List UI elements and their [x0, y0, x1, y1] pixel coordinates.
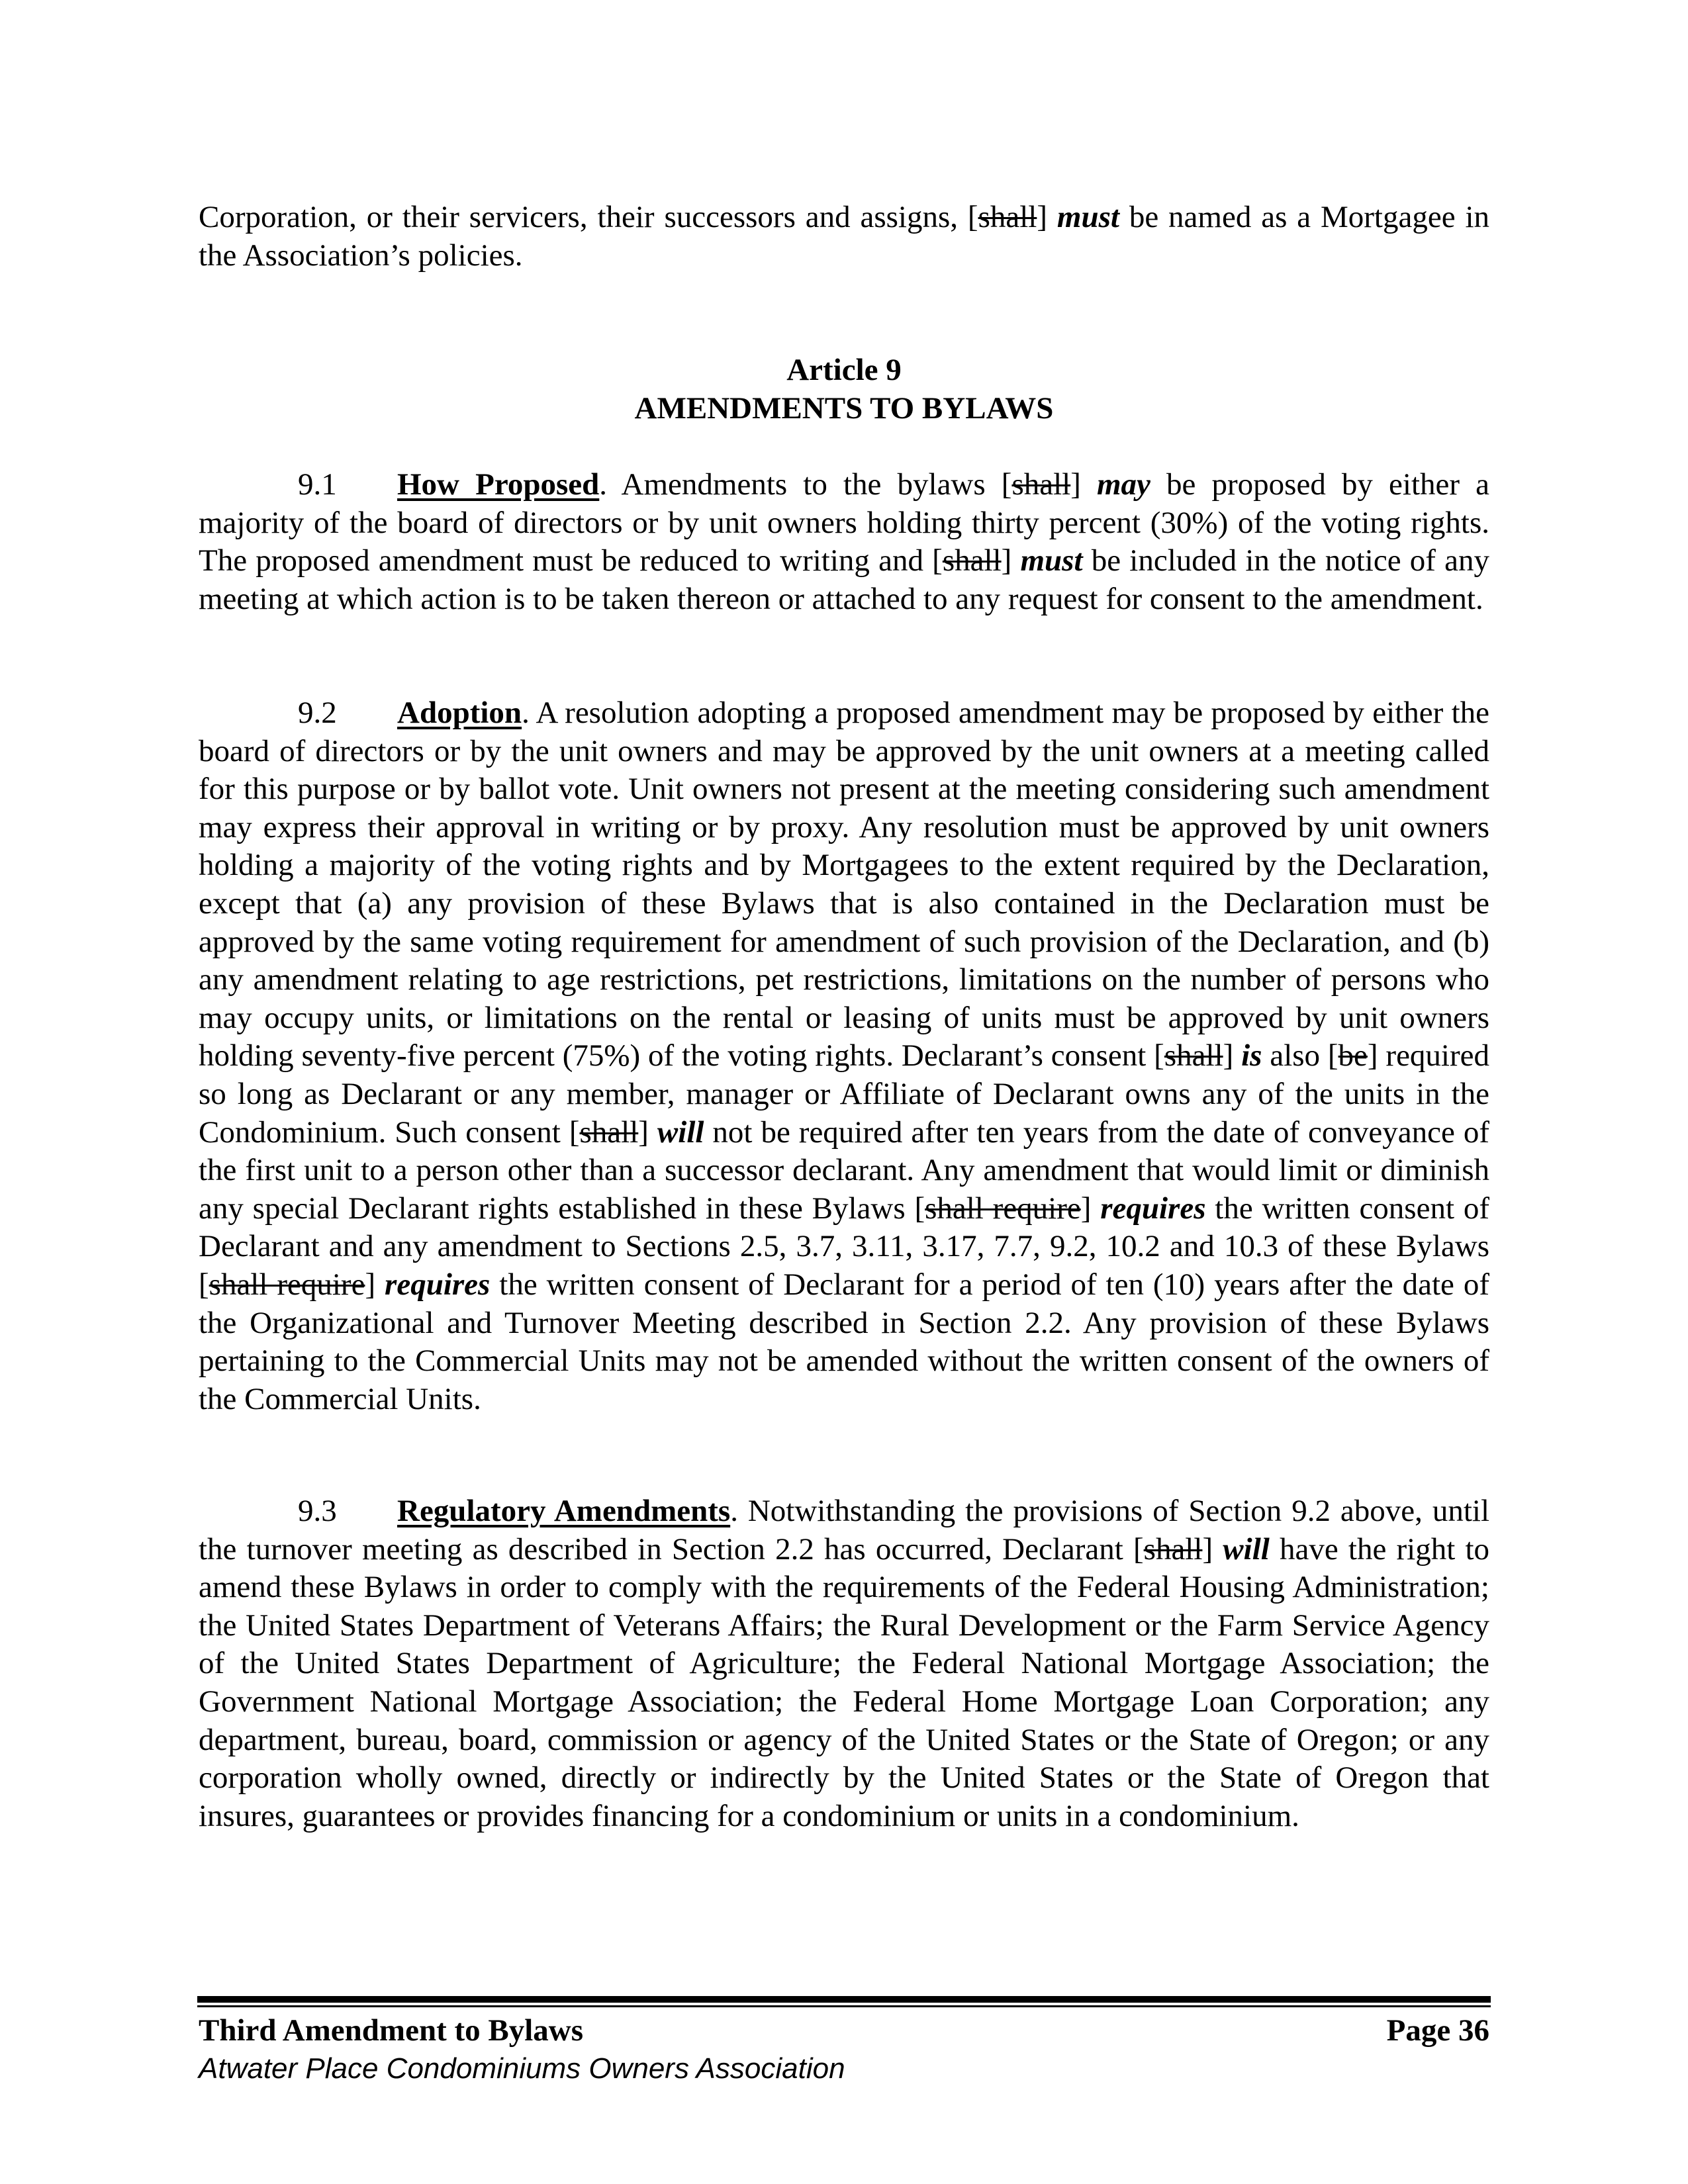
struck-word: shall — [978, 200, 1037, 234]
body-text: also [ — [1262, 1038, 1338, 1073]
section-number: 9.1 — [298, 467, 337, 502]
section-9-1 — [199, 466, 1489, 618]
inserted-word: will — [1223, 1531, 1270, 1567]
inserted-word: will — [657, 1115, 704, 1150]
footer-page-number: Page 36 — [1386, 2013, 1489, 2048]
struck-word: shall — [1143, 1531, 1203, 1567]
inserted-word: requires — [385, 1267, 491, 1302]
body-text: ] required so long as Declarant or any member, manager or Affiliate of Declarant owns any of the units in the Condominium. Such consent [ — [199, 1038, 1490, 1150]
struck-word: shall — [1164, 1038, 1223, 1073]
section-title: How Proposed — [397, 467, 600, 502]
struck-word: shall require — [209, 1267, 365, 1302]
struck-word: shall — [579, 1115, 639, 1150]
body-text: have the right to amend these Bylaws in order to comply with the requirements of the Federal Housing Administration; the United States Department of Veterans Affairs; the Rural Development or the Farm Service Agency of the United States Department of Agriculture; the Federal National Mortgage Association; the Government National Mortgage Association; the Federal Home Mortgage Loan Corporation; any department, bureau, board, commission or agency of the United States or the State of Oregon; or any corporation wholly owned, directly or indirectly by the United States or the State of Oregon that insures, guarantees or provides financing for a condominium or units in a condominium. — [199, 1531, 1490, 1833]
body-text: ] — [1001, 543, 1021, 578]
footer-document-title: Third Amendment to Bylaws — [199, 2013, 584, 2048]
struck-word: shall require — [925, 1191, 1081, 1226]
section-number: 9.2 — [298, 696, 337, 730]
body-text: be included in the notice of any meeting at which action is to be taken thereon or attached to any request for consent to the amendment. — [199, 543, 1489, 616]
intro-text: Corporation, or their servicers, their successors and assigns, [ — [199, 200, 978, 234]
body-text: the written consent of Declarant and any amendment to Sections 2.5, 3.7, 3.11, 3.17, 7.7, 9.2, 10.2 and 10.3 of these Bylaws [ — [199, 1191, 1489, 1302]
inserted-word: must — [1020, 543, 1083, 578]
footer-rule — [197, 1996, 1491, 2003]
body-text: not be required after ten years from the date of conveyance of the first unit to a person other than a successor declarant. Any amendment that would limit or diminish any special Declarant rights established in these Bylaws [ — [199, 1115, 1489, 1226]
body-text: ] — [638, 1115, 657, 1150]
footer-rule — [197, 2005, 1491, 2007]
section-title: Regulatory Amendments — [397, 1494, 731, 1528]
intro-paragraph — [199, 199, 1489, 275]
footer-association-name: Atwater Place Condominiums Owners Association — [199, 2052, 845, 2085]
struck-word: shall — [942, 543, 1002, 578]
intro-text: be named as a Mortgagee in the Association’s policies. — [199, 200, 1490, 273]
article-title: AMENDMENTS TO BYLAWS — [634, 391, 1054, 426]
inserted-word: requires — [1100, 1191, 1206, 1226]
article-number: Article 9 — [786, 353, 902, 387]
body-text: . A resolution adopting a proposed amendment may be proposed by either the board of directors or by the unit owners and may be approved by the unit owners at a meeting called for this purpose or by ballot vote. Unit owners not present at the meeting considering such amendment may express their approval in writing or by proxy. Any resolution must be approved by unit owners holding a majority of the voting rights and by Mortgagees to the extent required by the Declaration, except that (a) any provision of these Bylaws that is also contained in the Declaration must be approved by the same voting requirement for amendment of such provision of the Declaration, and (b) any amendment relating to age restrictions, pet restrictions, limitations on the number of persons who may occupy units, or limitations on the rental or leasing of units must be approved by unit owners holding seventy-five percent (75%) of the voting rights. Declarant’s consent [ — [199, 696, 1489, 1073]
section-9-2 — [199, 694, 1489, 1418]
body-text: ] — [1080, 1191, 1101, 1226]
inserted-word: may — [1097, 467, 1150, 502]
body-text: . Amendments to the bylaws [ — [599, 467, 1012, 502]
intro-text: ] — [1037, 200, 1057, 234]
body-text: ] — [365, 1267, 385, 1302]
section-title: Adoption — [397, 696, 522, 730]
body-text: the written consent of Declarant for a period of ten (10) years after the date of the Organizational and Turnover Meeting described in Section 2.2. Any provision of these Bylaws pertaining to the Commercial Units may not be amended without the written consent of the owners of the Commercial Units. — [199, 1267, 1489, 1416]
struck-word: be — [1338, 1038, 1368, 1073]
section-9-3 — [199, 1492, 1489, 1835]
struck-word: shall — [1011, 467, 1071, 502]
body-text: . Notwithstanding the provisions of Section 9.2 above, until the turnover meeting as described in Section 2.2 has occurred, Declarant [ — [199, 1494, 1489, 1567]
body-text: ] — [1223, 1038, 1242, 1073]
body-text: ] — [1202, 1531, 1223, 1567]
body-text: ] — [1070, 467, 1097, 502]
body-text: be proposed by either a majority of the board of directors or by unit owners holding thirty percent (30%) of the voting rights. The proposed amendment must be reduced to writing and [ — [199, 467, 1490, 578]
section-number: 9.3 — [298, 1494, 337, 1528]
inserted-word: must — [1056, 200, 1119, 234]
inserted-word: is — [1241, 1038, 1262, 1073]
